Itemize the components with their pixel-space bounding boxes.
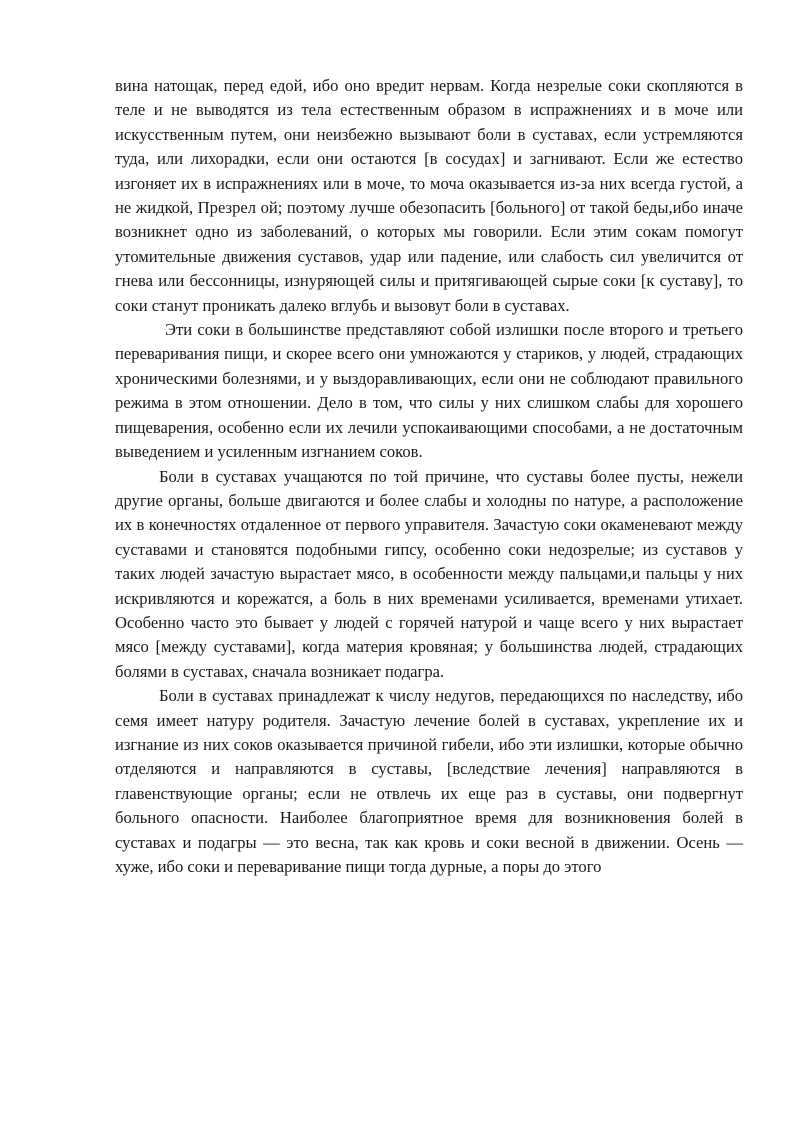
paragraph-1: вина натощак, перед едой, ибо оно вредит нервам. Когда незрелые соки скопляются в теле и не выводятся из тела естественным образом в испражнениях и в моче или искусственным путем, они неизбежно вызывают боли в суставах, если устремляются туда, или лихорадки, если они остаются [в сосудах] и загнивают. Если же естество изгоняет их в испражнениях или в моче, то моча оказывается из-за них всегда густой, а не жидкой, Презрел ой; поэтому лучше обезопасить [больного] от такой беды,ибо иначе возникнет одно из заболеваний, о которых мы говорили. Если этим сокам помогут утомительные движения суставов, удар или падение, или слабость сил увеличится от гнева или бессонницы, изнуряющей силы и притягивающей сырые соки [к суставу], то соки станут проникать далеко вглубь и вызовут боли в суставах. xyxy=(115,76,743,315)
paragraph-2: Эти соки в большинстве представляют собой излишки после второго и третьего переваривания пищи, и скорее всего они умножаются у стариков, у людей, страдающих хроническими болезнями, и у выздоравливающих, если они не соблюдают правильного режима в этом отношении. Дело в том, что силы у них слишком слабы для хорошего пищеварения, особенно если их лечили успокаивающими способами, а не достаточным выведением и усиленным изгнанием соков. xyxy=(115,320,743,462)
paragraph-4: Боли в суставах принадлежат к числу недугов, передающихся по наследству, ибо семя имеет натуру родителя. Зачастую лечение болей в суставах, укрепление их и изгнание из них соков оказывается причиной гибели, ибо эти излишки, которые обычно отделяются и направляются в суставы, [вследствие лечения] направляются в главенствующие органы; если не отвлечь их еще раз в суставы, они подвергнут больного опасности. Наиболее благоприятное время для возникновения болей в суставах и подагры — это весна, так как кровь и соки весной в движении. Осень — хуже, ибо соки и переваривание пищи тогда дурные, а поры до этого xyxy=(115,686,743,876)
paragraph-3: Боли в суставах учащаются по той причине, что суставы более пусты, нежели другие органы, больше двигаются и более слабы и холодны по натуре, а расположение их в конечностях отдаленное от первого управителя. Зачастую соки окаменевают между суставами и становятся подобными гипсу, особенно соки недозрелые; из суставов у таких людей зачастую вырастает мясо, в особенности между пальцами,и пальцы у них искривляются и корежатся, а боль в них временами усиливается, временами утихает. Особенно часто это бывает у людей с горячей натурой и чаще всего у них вырастает мясо [между суставами], когда материя кровяная; у большинства людей, страдающих болями в суставах, сначала возникает подагра. xyxy=(115,466,743,681)
body-text xyxy=(115,74,743,879)
